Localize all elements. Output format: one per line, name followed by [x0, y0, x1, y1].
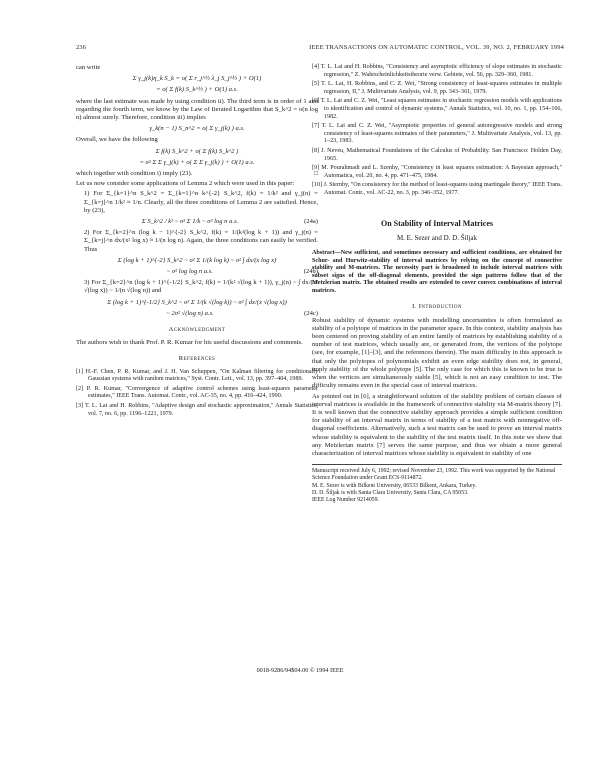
- footnote-line: M. E. Sezer is with Bilkent University, 06533 Bilkent, Ankara, Turkey.: [312, 482, 477, 489]
- acknowledgment-text: The authors wish to thank Prof. P. R. Kumar for his useful discussions and comments.: [76, 339, 303, 347]
- abstract: Abstract—New sufficient, and sometimes necessary and sufficient conditions, are obtained for Schur- and Hurwitz-stability of interval matrices by relying on the concept of connective stability and M-matrices. The necessity part is broadened to include interval matrices with subset signs of the off-diagonal elements, provided the sign patterns follow that of the Metzlerian matrix. The obtained results are extended to cover convex combinations of interval matrices.: [312, 249, 562, 294]
- introduction-heading: I. Introduction: [412, 303, 462, 311]
- acknowledgment-heading: Acknowledgment: [168, 326, 226, 334]
- intro-text: can write: [76, 64, 101, 71]
- reference-item: [10] J. Sternby, "On consistency for the method of least-squares using martingale theory," IEEE Trans. Automat. Contr., vol. AC-22, no. 3, pp. 346–352, 1977.: [312, 182, 562, 196]
- introduction-paragraph-1: Robust stability of dynamic systems with modelling uncertainties is often formulated as stability of a polytope of matrices in the parameter space. In this context, stability analysis has been centered on proving stability of an entire family of matrices by establishing stability of a number of test matrices, which usually are, or generated from, the vertices of the polytope (see, for example, [1]–[3], and the references therein). The main difficulty in this approach is that only the polytopes of polynomials exhibit an even edge stability does not, in general, imply stability of the whole polytope [5]. The only case for which this is known to be true is when the vertices are simultaneously stable [5], which is not an easy condition to test. The difficulty remains even in the special case of interval matrices.: [312, 316, 562, 390]
- equation-1a: Σ γ_j(k)η_k S_k = o( Σ r_j^½ λ_j S_j^½ ) + O(1): [132, 75, 262, 83]
- reference-item: [9] M. Pourahmadi and L. Szenhy, "Consistency in least squares estimation: A Bayesian approach," Automatica, vol. 20, no. 4, pp. 471–475, 1984.: [312, 165, 562, 179]
- reference-item: [1] H.-F. Chen, P. R. Kumar, and J. H. Van Schuppen, "On Kalman filtering for conditionally Gaussian systems with random matrices," Syst. Contr. Lett., vol. 13, pp. 397–404, 1989.: [76, 368, 318, 383]
- left-column: [76, 64, 318, 420]
- reference-item: [8] J. Neveu, Mathematical Foundations of the Calculus of Probability. San Francisco: Holden Day, 1965.: [312, 147, 562, 162]
- reference-item: [4] T. L. Lai and H. Robbins, "Consistency and asymptotic efficiency of slope estimates in stochastic regression," Z. Wahrscheinlichkeitstheorie verw. Gebiete, vol. 56, pp. 329–360, 1981.: [312, 64, 562, 78]
- equation-24b-line1: Σ (log k + 1)^{-2} S_k^2 ~ σ² Σ 1/(k log k) ~ σ² ∫ dx/(x log x): [117, 256, 277, 264]
- application-item-3: 3) For Σ_{k=2}^n (log k + 1)^{-1/2} S_k^2, f(k) = 1/(k² √(log k + 1)), γ_j(n) ~ ∫ dx/(x² √(log x)) ~ 1/(n √(log n)) and: [84, 279, 318, 295]
- article-authors: M. E. Sezer and D. D. Šiljak: [396, 233, 478, 242]
- footnote-line: D. D. Šiljak is with Santa Clara University, Santa Clara, CA 95053.: [312, 489, 469, 496]
- introduction-paragraph-2: As pointed out in [6], a straightforward solution of the stability problem of certain classes of interval matrices is available in the framework of connective stability via M-matrix theory [7]. It is well known that the connective stability approach provides a simple sufficient condition for stability of an interval matrix in terms of stability of a test matrix with nonnegative off-diagonal coefficients. Alternatively, such a test matrix can be used to prove an interval matrix whose stability is equivalent to the stability of the test matrix itself. In this note we show that any Metzlerian matrix [7] serves the same purpose, and thus we obtain a more general characterization of interval matrices whose stability is equivalent to stability of one: [312, 392, 562, 457]
- qed-symbol: □: [314, 170, 318, 178]
- application-item-1: 1) For Σ_{k=1}^n S_k^2 = Σ_{k=1}^n k^{-2} S_k^2, f(k) = 1/k² and γ_j(n) = Σ_{k=j}^n 1/k² ≈ 1/n. Clearly, all the three conditions of Lemma 2 are satisfied. Hence, by (23),: [84, 190, 318, 214]
- equation-tag-24c: (24c): [304, 309, 318, 317]
- right-column: [312, 64, 562, 504]
- journal-title: IEEE TRANSACTIONS ON AUTOMATIC CONTROL, VOL. 39, NO. 2, FEBRUARY 1994: [309, 44, 564, 51]
- equation-1b: = o( Σ f(k) S_k^½ ) + O(1) a.s.: [156, 86, 238, 94]
- reference-item: [3] T. L. Lai and H. Robbins, "Adaptive design and stochastic approximation," Annals Statistics, vol. 7, no. 6, pp. 1196–1221, 1979.: [76, 403, 318, 417]
- paragraph-1: where the last estimate was made by using condition ii). The third term is in order of 1 and regarding the fourth term, we know by the Law of Iterated Logarithm that S_k^2 = o(n log n) almost surely. Therefore, condition iii) implies: [76, 97, 318, 122]
- equation-24a: [76, 218, 318, 226]
- equation-24c-line1: Σ (log k + 1)^{-1/2} S_k^2 ~ σ² Σ 1/(k √(log k)) ~ σ² ∫ dx/(x √(log x)): [107, 298, 287, 306]
- page-number: 236: [76, 44, 87, 51]
- equation-24c-line2: [76, 310, 318, 318]
- equation-2: γ_k(n − 1) S_n^2 = o( Σ γ_j(k) ) a.s.: [149, 125, 245, 133]
- paragraph-3: [76, 170, 318, 178]
- paragraph-3-text: which together with condition i) imply (23).: [76, 170, 193, 178]
- manuscript-footnote: [312, 464, 562, 504]
- footnote-line: Manuscript received July 6, 1992; revised November 23, 1992. This work was supported by the National Science Foundation under Grant ECS-9114872.: [312, 468, 556, 482]
- equation-24b-text: ~ σ² log log n a.s.: [166, 268, 214, 276]
- reference-item: [5] T. L. Lai, H. Robbins, and C. Z. Wei, "Strong consistency of least-squares estimates in multiple regression, II," J. Multivariate Analysis, vol. 9, pp. 343–361, 1979.: [312, 81, 562, 95]
- paragraph-2: Overall, we have the following: [76, 136, 158, 144]
- equation-tag-24b: (24b): [303, 268, 318, 276]
- copyright-line: 0018-9286/94$04.00 © 1994 IEEE: [256, 667, 344, 674]
- application-item-2: 2) For Σ_{k=2}^n (log k − 1)^{-2} S_k^2, f(k) = 1/(k²(log k + 1)) and γ_j(n) = Σ_{k=j}^n dx/(x² log x) ≈ 1/(n log n). Again, the three conditions can easily be verified. Thus: [84, 229, 318, 253]
- reference-item: [2] P. R. Kumar, "Convergence of adaptive control schemes using least-squares parameter estimates," IEEE Trans. Automat. Contr., vol. AC-35, no. 4, pp. 416–424, 1990.: [76, 385, 318, 400]
- equation-tag-24a: (24a): [304, 218, 318, 226]
- paragraph-4: Let us now consider some applications of Lemma 2 which were used in this paper:: [76, 180, 295, 188]
- equation-24a-text: Σ S_k^2 / k² ~ σ² Σ 1/k ~ σ² log n a.s.: [141, 218, 239, 226]
- footnote-line: IEEE Log Number 9214059.: [312, 496, 379, 503]
- equation-3b: = σ² Σ Σ γ_j(k) + o( Σ Σ γ_j(k) ) + O(1) a.s.: [139, 158, 255, 166]
- reference-item: [6] T. L. Lai and C. Z. Wei, "Least squares estimates in stochastic regression models with applications to identification and control of dynamic systems," Annals Statistics, vol. 10, no. 1, pp. 154–166, 1982.: [312, 98, 562, 120]
- reference-item: [7] T. L. Lai and C. Z. Wei, "Asymptotic properties of general autoregressive models and strong consistency of least-squares estimates of their parameters," J. Multivariate Analysis, vol. 13, pp. 1–23, 1983.: [312, 123, 562, 145]
- equation-3a: Σ f(k) S_k^2 + o( Σ f(k) S_k^2 ): [155, 147, 239, 155]
- article-title: On Stability of Interval Matrices: [381, 218, 493, 228]
- equation-24b-line2: [76, 268, 318, 276]
- references-heading: References: [178, 355, 216, 363]
- equation-24c-text: ~ 2σ² √(log n) a.s.: [166, 309, 214, 317]
